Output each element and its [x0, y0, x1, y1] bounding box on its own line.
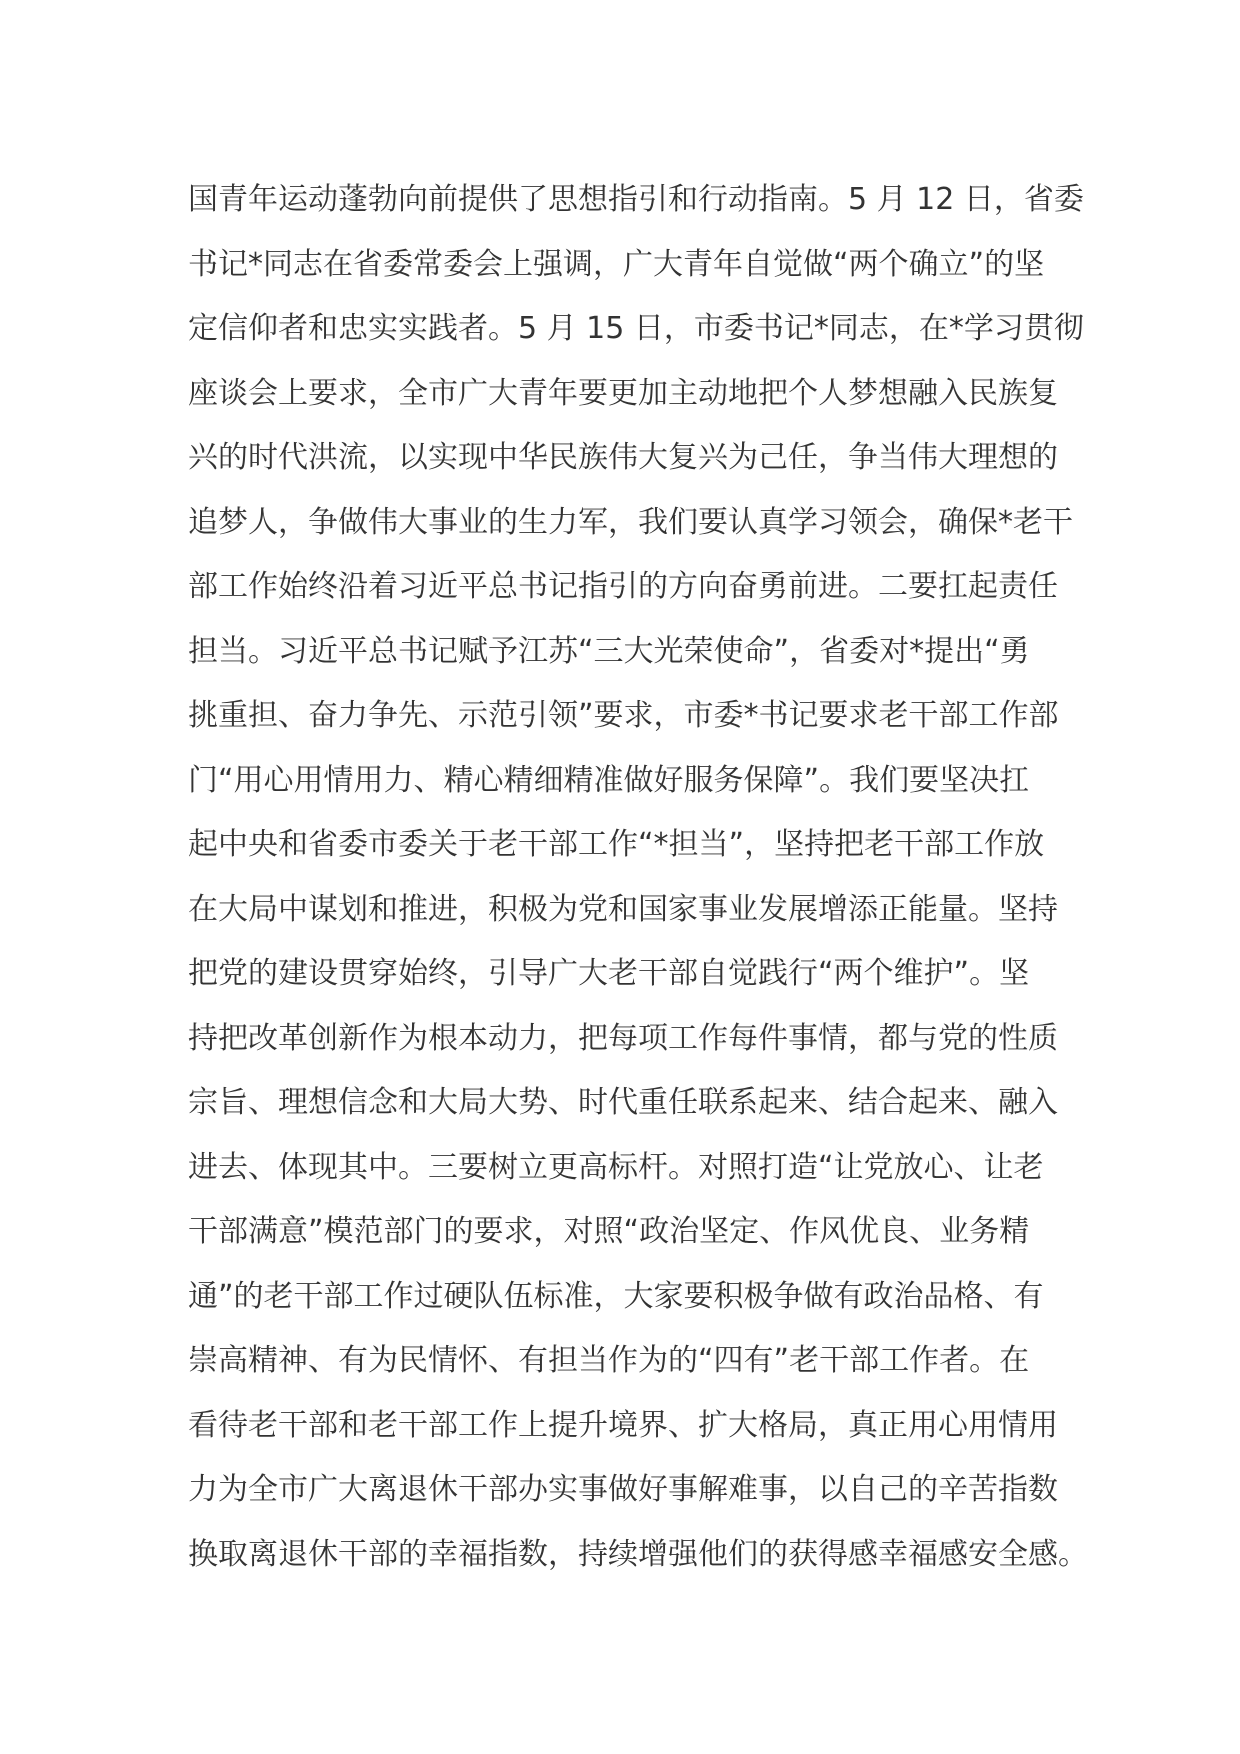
- text-line: 换取离退休干部的幸福指数，持续增强他们的获得感幸福感安全感。: [188, 1536, 1088, 1572]
- text-line: 通”的老干部工作过硬队伍标准，大家要积极争做有政治品格、有: [188, 1278, 1044, 1314]
- text-line: 门“用心用情用力、精心精细精准做好服务保障”。我们要坚决扛: [188, 762, 1030, 798]
- text-line: 进去、体现其中。三要树立更高标杆。对照打造“让党放心、让老: [188, 1149, 1044, 1185]
- text-line: 宗旨、理想信念和大局大势、时代重任联系起来、结合起来、融入: [188, 1085, 1058, 1120]
- body-paragraph: [188, 168, 1088, 1587]
- text-line: 在大局中谋划和推进，积极为党和国家事业发展增添正能量。坚持: [188, 891, 1058, 927]
- text-line: 追梦人，争做伟大事业的生力军，我们要认真学习领会，确保*老干: [188, 504, 1073, 540]
- text-line: 座谈会上要求，全市广大青年要更加主动地把个人梦想融入民族复: [188, 375, 1058, 411]
- text-line: 国青年运动蓬勃向前提供了思想指引和行动指南。5 月 12 日，省委: [188, 182, 1084, 217]
- text-line: 起中央和省委市委关于老干部工作“*担当”，坚持把老干部工作放: [188, 827, 1045, 862]
- text-line: 看待老干部和老干部工作上提升境界、扩大格局，真正用心用情用: [188, 1407, 1058, 1443]
- text-line: 担当。习近平总书记赋予江苏“三大光荣使命”，省委对*提出“勇: [188, 633, 1030, 669]
- text-line: 书记*同志在省委常委会上强调，广大青年自觉做“两个确立”的坚: [188, 246, 1045, 282]
- text-line: 兴的时代洪流，以实现中华民族伟大复兴为己任，争当伟大理想的: [188, 440, 1058, 475]
- text-line: 崇高精神、有为民情怀、有担当作为的“四有”老干部工作者。在: [188, 1343, 1030, 1378]
- text-line: 部工作始终沿着习近平总书记指引的方向奋勇前进。二要扛起责任: [188, 569, 1058, 604]
- text-line: 把党的建设贯穿始终，引导广大老干部自觉践行“两个维护”。坚: [188, 956, 1030, 991]
- text-line: 定信仰者和忠实实践者。5 月 15 日，市委书记*同志，在*学习贯彻: [188, 311, 1084, 346]
- text-line: 干部满意”模范部门的要求，对照“政治坚定、作风优良、业务精: [188, 1214, 1030, 1249]
- text-line: 持把改革创新作为根本动力，把每项工作每件事情，都与党的性质: [188, 1020, 1058, 1056]
- text-line: 力为全市广大离退休干部办实事做好事解难事，以自己的辛苦指数: [188, 1472, 1058, 1507]
- text-line: 挑重担、奋力争先、示范引领”要求，市委*书记要求老干部工作部: [188, 698, 1059, 733]
